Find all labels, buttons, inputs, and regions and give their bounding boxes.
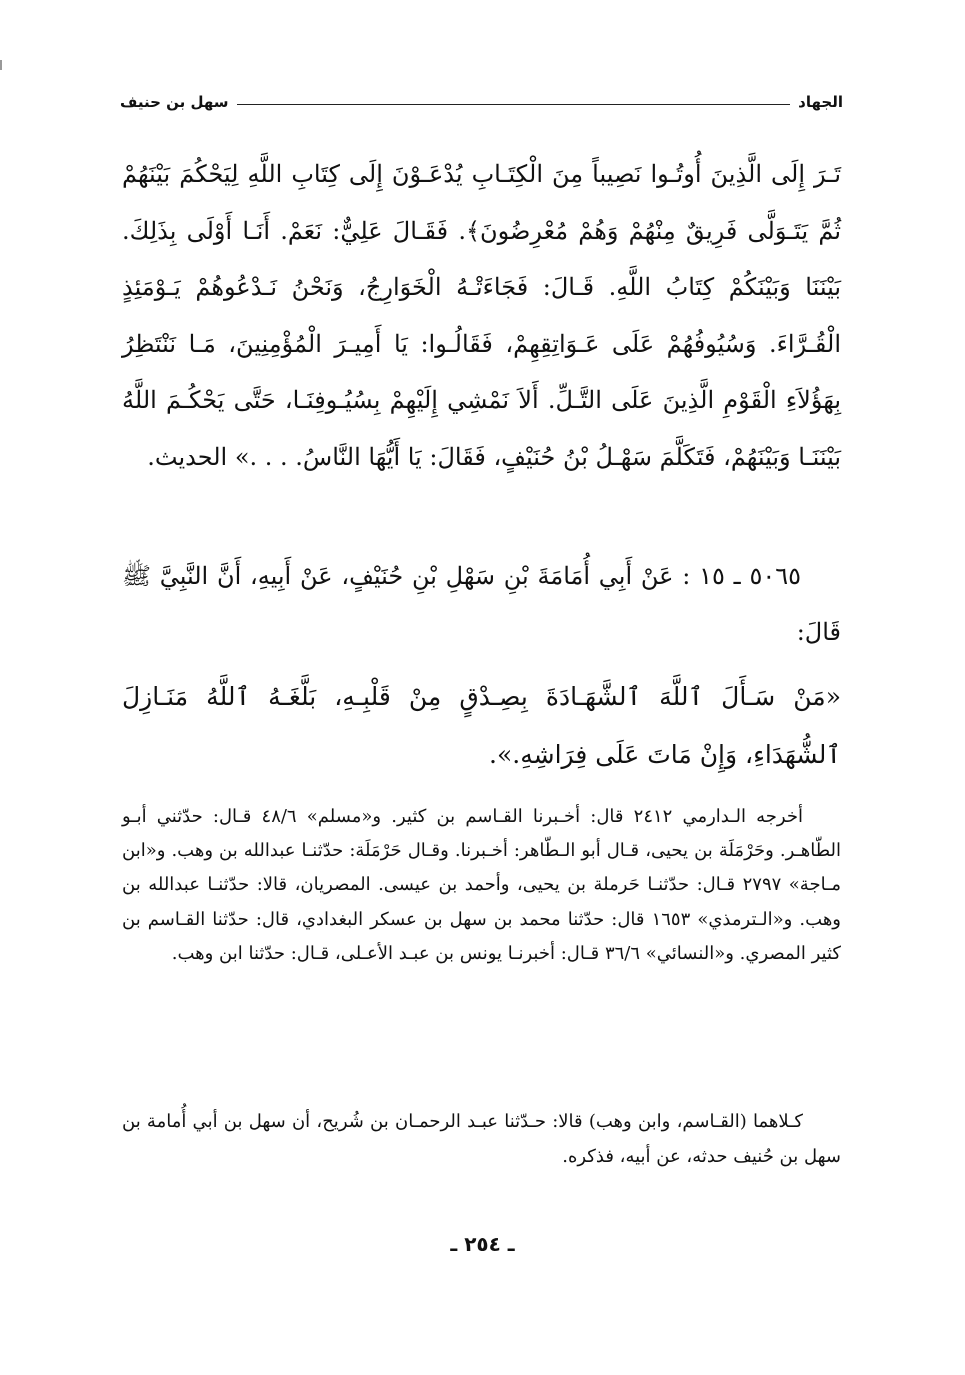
running-header	[120, 90, 843, 114]
page-number: ـ ٢٥٤ ـ	[450, 1232, 515, 1256]
main-body-text: تَـرَ إِلَى الَّذِينَ أُوتُـوا نَصِيباً مِنَ الْكِتَـابِ يُدْعَـوْنَ إِلَى كِتَابِ اللَّهِ لِيَحْكُمَ بَيْنَهُمْ ثُمَّ يَتَـوَلَّى فَرِيقٌ مِنْهُمْ وَهُمْ مُعْرِضُونَ﴾. فَقَـالَ عَلِيٌّ: نَعَمْ. أَنَـا أَوْلَى بِذَلِكَ. بَيْنَنَا وَبَيْنَكُمْ كِتَابُ اللَّهِ. قَـالَ: فَجَاءَتْـهُ الْخَوَارِجُ، وَنَحْنُ نَـدْعُوهُمْ يَـوْمَئِذٍ الْقُـرَّاءَ. وَسُيُوفُهُمْ عَلَى عَـوَاتِقِهِمْ، فَقَالُـوا: يَا أَمِيـرَ الْمُؤْمِنِينَ، مَـا نَنْتَظِرُ بِهَؤُلاَءِ الْقَوْمِ الَّذِينَ عَلَى التَّـلِّ. أَلاَ نَمْشِي إِلَيْهِمْ بِسُيُـوفِنَـا، حَتَّى يَحْكُـمَ اللَّهُ بَيْنَنَـا وَبَيْنَهُمْ، فَتَكَلَّمَ سَهْـلُ بْنُ حُنَيْفٍ، فَقَالَ: يَا أَيُّهَا النَّاسُ. . . .» الحديث.	[122, 160, 842, 471]
header-narrator-title: سهل بن حنيف	[120, 93, 229, 111]
hadith-isnad-text: : عَنْ أَبِي أُمَامَةَ بْنِ سَهْلِ بْنِ حُنَيْفٍ، عَنْ أَبِيهِ، أَنَّ النَّبِيَّ ﷺ قَالَ:	[122, 562, 841, 646]
takhrij-footnote-2	[122, 1104, 841, 1174]
takhrij-footnote	[122, 800, 841, 971]
header-section-title: الجهاد	[798, 93, 843, 111]
footnote-paragraph-1: أخرجه الـدارمي ٢٤١٢ قال: أخـبرنا القـاسم بن كثير. و«مسلم» ٤٨/٦ قـال: حدّثني أبـو الطّاهـر. وحَرْمَلَة بن يحيى، قـال أبو الـطّاهر: أخـبرنا. وقـال حَرْمَلَة: حدّثنـا عبدالله بن وهب. و«ابن مـاجة» ٢٧٩٧ قـال: حدّثنـا حَرملة بن يحيى، وأحمد بن عيسى. المصريان، قالا: حدّثنـا عبدالله بن وهب. و«الـترمذي» ١٦٥٣ قال: حدّثنا محمد بن سهل بن عسكر البغدادي، قال: حدّثنا القـاسم بن كثير المصري. و«النسائي» ٣٦/٦ قـال: أخبرنـا يونس بن عبـد الأعـلى، قـال: حدّثنا ابن وهب.	[122, 806, 842, 964]
footnote-paragraph-2: كـلاهما (القـاسم، وابن وهب) قالا: حـدّثنا عبـد الرحمـان بن شُريح، أن سهل بن أبي أُمامة بن سهل بن حُنيف حدثه، عن أبيه، فذكره.	[122, 1111, 841, 1167]
hadith-matn: «مَنْ سَـأَلَ ٱللَّهَ ٱلشَّهَـادَةَ بِصِـدْقٍ مِنْ قَلْبِـهِ، بَلَّغَـهُ ٱللَّهُ مَنَـازِلَ ٱلشُّهَدَاءِ، وَإِنْ مَاتَ عَلَى فِرَاشِهِ.».	[122, 682, 841, 769]
hadith-number: ٥٠٦٥ ـ ١٥	[699, 562, 801, 590]
hadith-isnad	[122, 548, 841, 660]
scan-edge-mark	[0, 60, 2, 70]
header-rule	[237, 104, 791, 105]
